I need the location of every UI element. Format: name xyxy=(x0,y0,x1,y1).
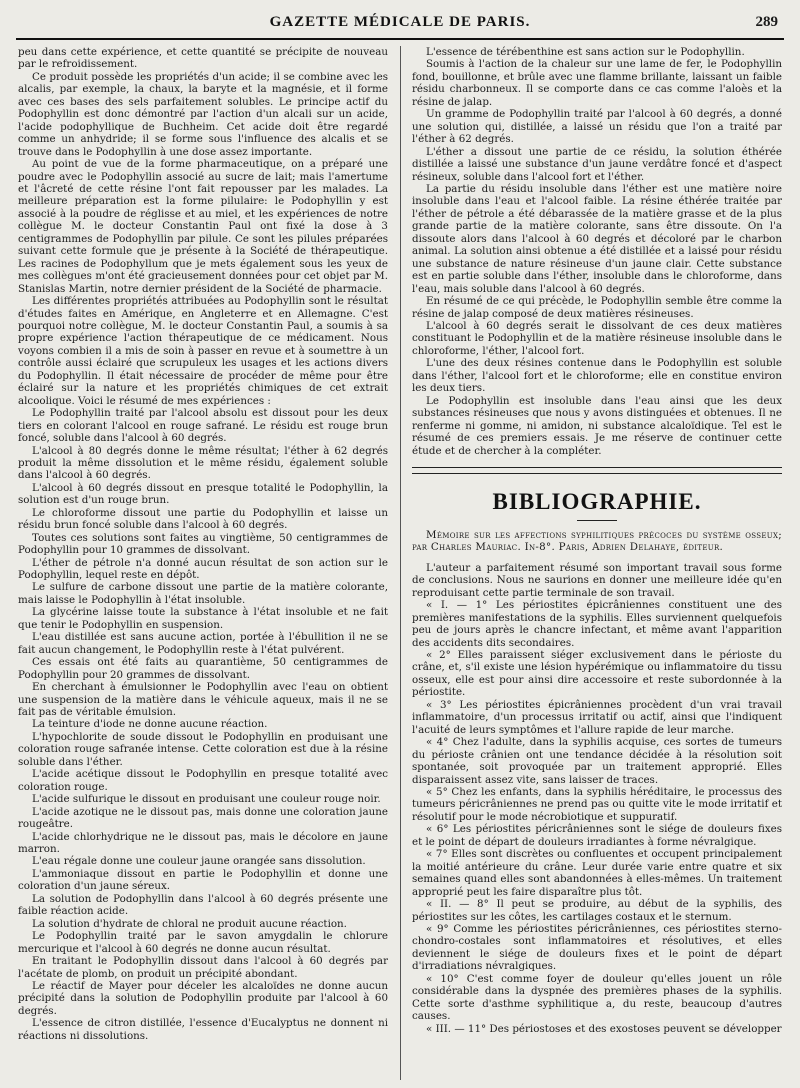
paragraph: « 5° Chez les enfants, dans la syphilis héréditaire, le processus des tumeurs péricrâniennes ne prend pas ou quitte vite le mode irritatif et résolutif pour le mode nécrobiotique et suppuratif. xyxy=(412,786,782,823)
paragraph: L'éther a dissout une partie de ce résidu, la solution éthérée distillée a laissé une substance d'un jaune verdâtre foncé et d'aspect résineux, soluble dans l'alcool fort et l'éther. xyxy=(412,145,782,183)
paragraph: Un gramme de Podophyllin traité par l'alcool à 60 degrés, a donné une solution qui, distillée, a laissé un résidu que l'on a traité par l'éther à 62 degrés. xyxy=(412,108,782,146)
column-divider xyxy=(400,46,401,1080)
paragraph: L'essence de térébenthine est sans action sur le Podophyllin. xyxy=(426,46,745,58)
paragraph: « 4° Chez l'adulte, dans la syphilis acquise, ces sortes de tumeurs du périoste crânien ont une tendance décidée à la résolution soit spontanée, soit provoquée par un traitement approprié. Elles disparaissent assez vite, sans laisser de traces. xyxy=(412,736,782,786)
paragraph: L'éther de pétrole n'a donné aucun résultat de son action sur le Podophyllin, lequel reste en dépôt. xyxy=(18,556,388,582)
paragraph: « 6° Les périostites péricrâniennes sont le siége de douleurs fixes et le point de départ de douleurs irradiantes à forme névralgique. xyxy=(412,823,782,848)
bibliography-heading: BIBLIOGRAPHIE. xyxy=(492,488,702,514)
paragraph: peu dans cette expérience, et cette quantité se précipite de nouveau par le refroidissement. xyxy=(18,46,388,71)
bibliography-citation: Mémoire sur les affections syphilitiques précoces du système osseux; par Charles Mauriac. In-8°. Paris, Adrien Delahaye, éditeur. xyxy=(412,528,782,554)
paragraph: L'ammoniaque dissout en partie le Podophyllin et donne une coloration d'un jaune séreux. xyxy=(18,867,388,893)
paragraph: La partie du résidu insoluble dans l'éther est une matière noire insoluble dans l'eau et l'alcool faible. La résine éthérée traitée par l'éther de pétrole a été débarassée de la matière grasse et de la plus grande partie de la matière colorante, sans être dissoute. On l'a dissoute alors dans l'alcool à 60 degrés et décoloré par le charbon animal. La solution ainsi obtenue a été distillée et a laissé pour résidu une substance de nature résineuse d'un jaune clair. Cette substance est en partie soluble dans l'éther, insoluble dans le chloroforme, dans l'eau, mais soluble dans l'alcool à 60 degrés. xyxy=(412,182,782,295)
paragraph: L'essence de citron distillée, l'essence d'Eucalyptus ne donnent ni réactions ni dissolutions. xyxy=(18,1017,388,1042)
paragraph: « 3° Les périostites épicrâniennes procèdent d'un vrai travail inflammatoire, d'un processus irritatif ou actif, ainsi que l'indiquent l'acuité de leurs symptômes et l'allure rapide de leur marche. xyxy=(412,698,782,736)
paragraph: Ce produit possède les propriétés d'un acide; il se combine avec les alcalis, par exemple, la chaux, la baryte et la magnésie, et il forme avec ces bases des sels parfaitement solubles. Le principe actif du Podophyllin est donc démontré par l'action d'un alcali sur un acide, l'acide podophyllique de Buchheim. Cet acide doit être regardé comme un anhydride; il se forme sous l'influence des alcalis et se trouve dans le Podophyllin à une dose assez importante. xyxy=(18,70,388,158)
paragraph: L'auteur a parfaitement résumé son important travail sous forme de conclusions. Nous ne saurions en donner une meilleure idée qu'en reproduisant cette partie terminale de son travail. xyxy=(412,561,782,599)
paragraph: Le Podophyllin est insoluble dans l'eau ainsi que les deux substances résineuses que nous y avons distinguées et obtenues. Il ne renferme ni gomme, ni amidon, ni substance alcaloïdique. Tel est le résumé de ces premiers essais. Je me réserve de continuer cette étude et de chercher à la compléter. xyxy=(412,394,782,457)
paragraph: En résumé de ce qui précède, le Podophyllin semble être comme la résine de jalap composé de deux matières résineuses. xyxy=(412,295,782,320)
paragraph: L'alcool à 80 degrés donne le même résultat; l'éther à 62 degrés produit la même dissolution et le même résidu, également soluble dans l'alcool à 60 degrés. xyxy=(18,444,388,482)
paragraph: « 2° Elles paraissent siéger exclusivement dans le périoste du crâne, et, s'il existe une lésion hypérémique ou inflammatoire du tissu osseux, elle est pour ainsi dire accessoire et reste subordonnée à la périostite. xyxy=(412,649,782,699)
paragraph: L'hypochlorite de soude dissout le Podophyllin en produisant une coloration rouge safranée intense. Cette coloration est due à la résine soluble dans l'éther. xyxy=(18,730,388,768)
paragraph: « 9° Comme les périostites péricrâniennes, ces périostites sterno-chondro-costales sont inflammatoires et résolutives, et elles deviennent le siége de douleurs fixes et le point de départ d'irradiations névralgiques. xyxy=(412,923,782,973)
paragraph: L'alcool à 60 degrés serait le dissolvant de ces deux matières constituant le Podophyllin et de la matière résineuse insoluble dans le chloroforme, l'éther, l'alcool fort. xyxy=(412,319,782,357)
paragraph: « I. — 1° Les périostites épicrâniennes constituent une des premières manifestations de la syphilis. Elles surviennent quelquefois peu de jours après le chancre infectant, et même avant l'apparition des accidents dits secondaires. xyxy=(412,599,782,649)
heading-rule xyxy=(577,520,617,521)
section-rule xyxy=(412,467,782,474)
paragraph: La teinture d'iode ne donne aucune réaction. xyxy=(32,718,268,731)
paragraph: La solution d'hydrate de chloral ne produit aucune réaction. xyxy=(32,917,347,930)
paragraph: L'acide azotique ne le dissout pas, mais donne une coloration jaune rougeâtre. xyxy=(18,805,388,831)
paragraph: L'acide chlorhydrique ne le dissout pas, mais le décolore en jaune marron. xyxy=(18,830,388,855)
paragraph: Les différentes propriétés attribuées au Podophyllin sont le résultat d'études faites en Amérique, en Angleterre et en Allemagne. C'est pourquoi notre collègue, M. le docteur Constantin Paul, a soumis à sa propre expérience l'action thérapeutique de ce médicament. Nous voyons combien il a mis de soin à passer en revue et à soumettre à un contrôle aussi éclairé que scrupuleux les usages et les actions divers du Podophyllin. Il était nécessaire de procéder de même pour être éclairé sur la nature et les propriétés chimiques de cet extrait alcoolique. Voici le résumé de mes expériences : xyxy=(18,295,388,407)
left-column xyxy=(18,46,388,1082)
paragraph: L'eau distillée est sans aucune action, portée à l'ébullition il ne se fait aucun changement, le Podophyllin reste à l'état pulvérent. xyxy=(18,631,388,656)
paragraph: « II. — 8° Il peut se produire, au début de la syphilis, des périostites sur les côtes, les cartilages costaux et le sternum. xyxy=(412,898,782,923)
paragraph: L'acide acétique dissout le Podophyllin en presque totalité avec coloration rouge. xyxy=(18,768,388,793)
paragraph: Le Podophyllin traité par l'alcool absolu est dissout pour les deux tiers en colorant l'alcool en rouge safrané. Le résidu est rouge brun foncé, soluble dans l'alcool à 60 degrés. xyxy=(18,407,388,445)
paragraph: Au point de vue de la forme pharmaceutique, on a préparé une poudre avec le Podophyllin associé au sucre de lait; mais l'amertume et l'âcreté de cette résine l'ont fait repousser par les malades. La meilleure préparation est la forme pilulaire: le Podophyllin y est associé à la poudre de réglisse et au miel, et les expériences de notre collègue M. le docteur Constantin Paul ont fixé la dose à 3 centigrammes de Podophyllin par pilule. Ce sont les pilules préparées suivant cette formule que je présente à la Société de thérapeutique. Les racines de Podophyllum que je mets également sous les yeux de mes collègues m'ont été gracieusement données pour cet objet par M. Stanislas Martin, notre dernier président de la Société de pharmacie. xyxy=(18,158,388,295)
paragraph: « III. — 11° Des périostoses et des exostoses peuvent se développer xyxy=(426,1022,782,1035)
paragraph: Ces essais ont été faits au quarantième, 50 centigrammes de Podophyllin pour 20 grammes de dissolvant. xyxy=(18,656,388,681)
paragraph: En traitant le Podophyllin dissout dans l'alcool à 60 degrés par l'acétate de plomb, on produit un précipité abondant. xyxy=(18,955,388,980)
paragraph: En cherchant à émulsionner le Podophyllin avec l'eau on obtient une suspension de la matière dans le véhicule aqueux, mais il ne se fait pas de véritable émulsion. xyxy=(18,681,388,719)
paragraph: Le Podophyllin traité par le savon amygdalin le chlorure mercurique et l'alcool à 60 degrés ne donne aucun résultat. xyxy=(18,930,388,955)
paragraph: La solution de Podophyllin dans l'alcool à 60 degrés présente une faible réaction acide. xyxy=(18,892,388,918)
paragraph: Le chloroforme dissout une partie du Podophyllin et laisse un résidu brun foncé soluble dans l'alcool à 60 degrés. xyxy=(18,506,388,532)
paragraph: Soumis à l'action de la chaleur sur une lame de fer, le Podophyllin fond, bouillonne, et brûle avec une flamme brillante, laissant un faible résidu charbonneux. Il se comporte dans ce cas comme l'aloès et la résine de jalap. xyxy=(412,58,782,108)
paragraph: L'une des deux résines contenue dans le Podophyllin est soluble dans l'éther, l'alcool fort et le chloroforme; elle en constitue environ les deux tiers. xyxy=(412,357,782,395)
paragraph: « 7° Elles sont discrètes ou confluentes et occupent principalement la moitié antérieure du crâne. Leur durée varie entre quatre et six semaines quand elles sont abandonnées à elles-mêmes. Un traitement approprié peut les faire disparaître plus tôt. xyxy=(412,848,782,898)
paragraph: L'acide sulfurique le dissout en produisant une couleur rouge noir. xyxy=(32,793,381,806)
paragraph: L'alcool à 60 degrés dissout en presque totalité le Podophyllin, la solution est d'un rouge brun. xyxy=(18,481,388,507)
publication-title: GAZETTE MÉDICALE DE PARIS. xyxy=(269,14,531,30)
page-number: 289 xyxy=(755,14,778,30)
right-column xyxy=(412,46,782,1082)
paragraph: Le réactif de Mayer pour déceler les alcaloïdes ne donne aucun précipité dans la solution de Podophyllin produite par l'alcool à 60 degrés. xyxy=(18,979,388,1017)
paragraph: Le sulfure de carbone dissout une partie de la matière colorante, mais laisse le Podophyllin à l'état insoluble. xyxy=(18,581,388,606)
paragraph: Toutes ces solutions sont faites au vingtième, 50 centigrammes de Podophyllin pour 10 grammes de dissolvant. xyxy=(18,531,388,557)
page-header xyxy=(16,14,784,36)
header-rule xyxy=(16,38,784,40)
paragraph: « 10° C'est comme foyer de douleur qu'elles jouent un rôle considérable dans la dyspnée des premières phases de la syphilis. Cette sorte d'asthme syphilitique a, du reste, beaucoup d'autres causes. xyxy=(412,972,782,1023)
paragraph: L'eau régale donne une couleur jaune orangée sans dissolution. xyxy=(32,855,366,868)
paragraph: La glycérine laisse toute la substance à l'état insoluble et ne fait que tenir le Podophyllin en suspension. xyxy=(18,606,388,631)
